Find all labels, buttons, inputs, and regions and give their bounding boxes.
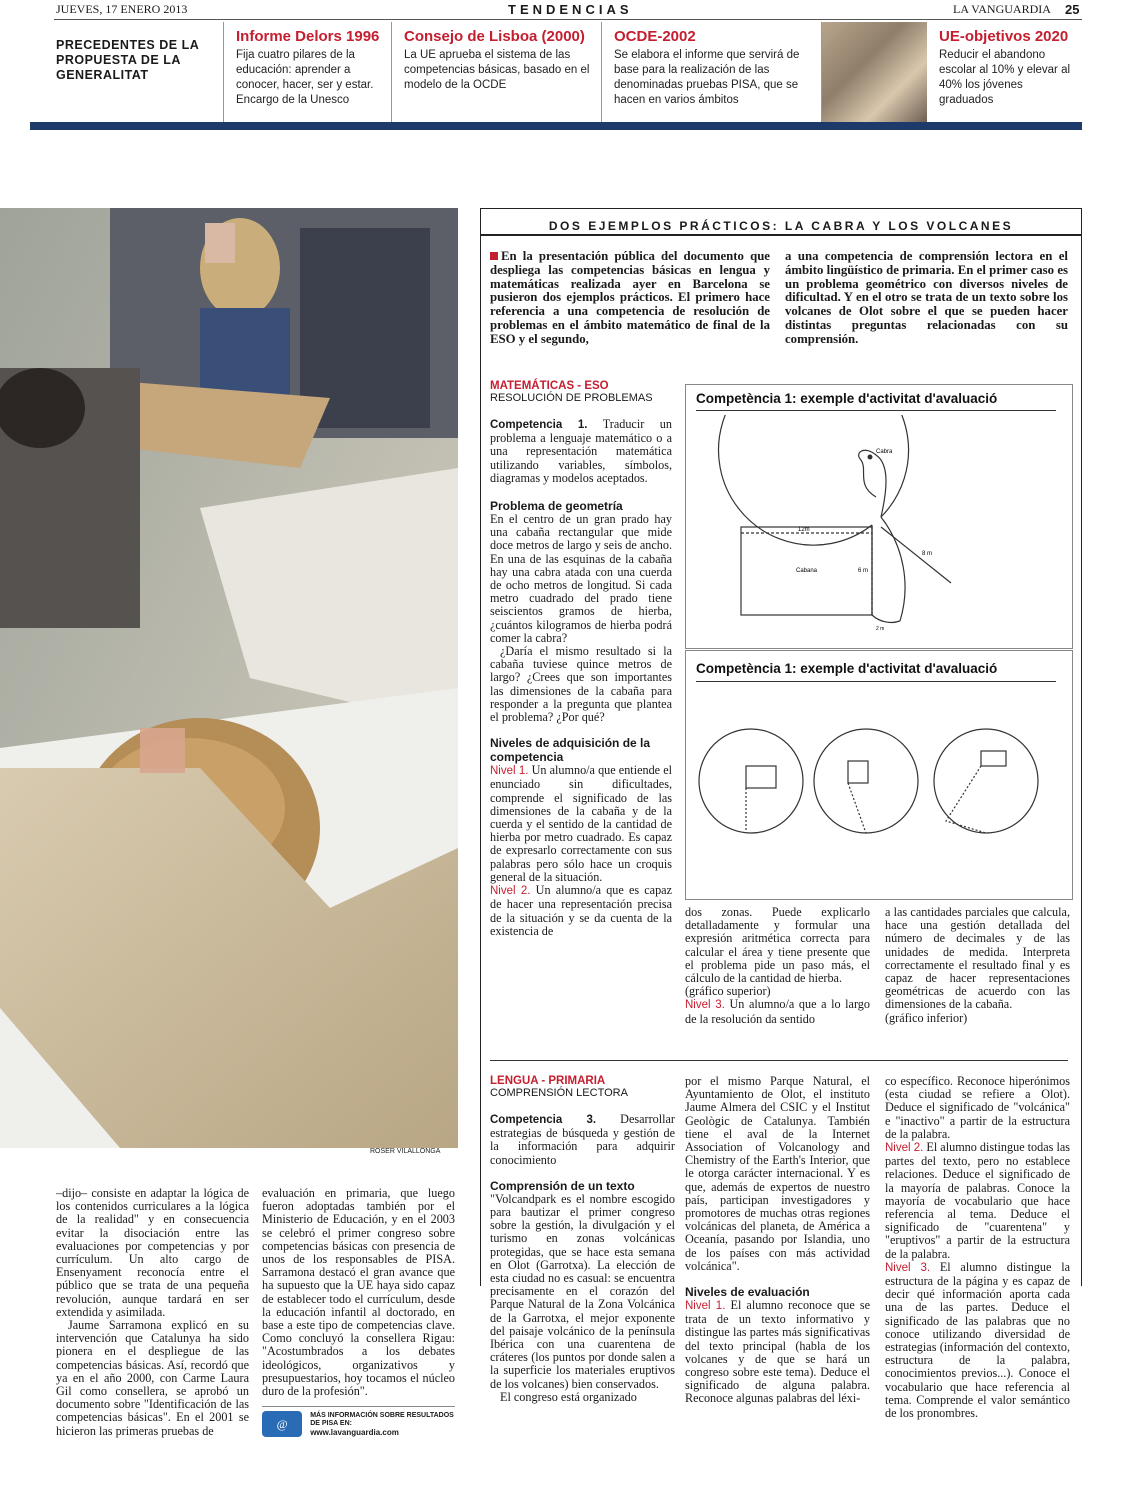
hut-label: Cabana (796, 568, 818, 574)
figure-rule (696, 410, 1056, 411)
eval-level-3 (885, 1261, 1070, 1420)
competence-text: Desarrollar estrategias de búsqueda y gestión de la información para adquirir conocimiento (490, 1112, 675, 1167)
goat-label: Cabra (876, 449, 893, 455)
box-right-border (1081, 236, 1082, 1286)
lang-sublabel: COMPRENSIÓN LECTORA (490, 1087, 628, 1099)
figure-rule (696, 681, 1056, 682)
text-heading: Comprensión de un texto (490, 1178, 635, 1193)
timeline (54, 22, 1082, 122)
timeline-item (224, 22, 392, 122)
timeline-lead: PRECEDENTES DE LA PROPUESTA DE LA GENERALITAT (56, 38, 199, 82)
timeline-item-title: Consejo de Lisboa (2000) (404, 28, 585, 45)
web-logo-icon: @ (262, 1411, 302, 1437)
rope-label: 8 m (922, 551, 933, 557)
box-header (480, 208, 1082, 236)
lang-competence (490, 1113, 675, 1167)
header-section: TENDENCIAS (508, 2, 633, 17)
box-intro-col2: a una competencia de comprensión lectora en el ámbito lingüístico de primaria. En el primer caso es un problema geométrico con diversos niveles de dificultad. Y en el otro se trata de un texto sobre los volcanes de Olot sobre el que se pueden hacer distintas preguntas relacionadas con su comprensión. (785, 249, 1068, 346)
competence-text: Traducir un problema a lenguaje matemático o a una representación matemática utilizando variables, símbolos, diagramas y modelos aceptados. (490, 417, 672, 485)
timeline-item-title: Informe Delors 1996 (236, 28, 380, 45)
math-col3-text: a las cantidades parciales que calcula, hace una gestión detallada del número de decimales y de las unidades de medida. Interpreta correctamente el resultado final y es capaz de hacer representaciones geométricas de acuerdo con las dimensiones de la cabaña. (885, 905, 1070, 1012)
more-info-label: MÁS INFORMACIÓN SOBRE RESULTADOS DE PISA EN: (310, 1411, 454, 1427)
math-col3-ref: (gráfico inferior) (885, 1010, 968, 1025)
competence-label: Competencia 1. (490, 419, 588, 431)
volcano-text: "Volcandpark es el nombre escogido para bautizar el primer congreso sobre la gestión, la divulgación y el turismo en zonas volcánicas protegidas, que se hace esta semana en Olot (Garrotxa). La elección de esta ciudad no es casual: se encuentra precisamente en el corazón del Parque Natural de la Zona Volcánica de la Garrotxa, el mejor exponente del paisaje volcánico de la península Ibérica con una cuarentena de cráteres (los puntos por donde salen a la superficie los materiales eruptivos de los volcanes) bien conservados. (490, 1191, 675, 1391)
goat-diagram (686, 415, 1072, 647)
header-rule (54, 19, 1082, 20)
box-title: DOS EJEMPLOS PRÁCTICOS: LA CABRA Y LOS VOLCANES (548, 219, 1014, 233)
timeline-lead-cell (54, 22, 224, 122)
header-paper: LA VANGUARDIA (953, 2, 1051, 16)
volcano-text-2: El congreso está organizado (500, 1389, 637, 1404)
more-info (262, 1406, 455, 1437)
eval-level-2-text: El alumno distingue todas las partes del texto, pero no establece relaciones. Deduce el significado de la mayoría de palabras. Conoce la mayoría de vocabulario que hace referencia al tema. Deduce el significado de "cuarentena" y "eruptivos" a partir de la estructura de la palabra. (885, 1140, 1070, 1261)
box-left-border (480, 236, 481, 1286)
article-col1 (56, 1187, 249, 1438)
eval-level-2-label: Nivel 2. (885, 1142, 924, 1155)
timeline-bar (30, 122, 1082, 130)
more-info-link[interactable]: www.lavanguardia.com (310, 1427, 399, 1437)
eval-level-1 (685, 1299, 870, 1406)
math-col2 (685, 906, 870, 1026)
lang-col3 (885, 1075, 1070, 1420)
lang-col2-text: por el mismo Parque Natural, el Ayuntamiento de Olot, el instituto Jaume Almera del CSIC y el Institut Geològic de Catalunya. También tiene el aval de la Internet Association of Volcanology and Chemistry of the Earth's Interior, que le otorga carácter internacional. Y es que, además de expertos de nuestro país, participan investigadores y promotores de muchas otras regiones volcánicas del planeta, de América a Oceanía, pasando por Islandia, uno de los países con más actividad volcánica". (685, 1074, 870, 1273)
level-1-text: Un alumno/a que entiende el enunciado sin dificultades, comprende el significado de las dimensiones de la cabaña y de la cuerda y el sentido de la cantidad de hierba por metro cuadrado. Es capaz de expresarlo correctamente con sus palabras pero sólo hace un croquis general de la situación. (490, 763, 673, 884)
eval-level-2 (885, 1141, 1070, 1261)
lang-col1 (490, 1075, 675, 1404)
figure-goat-upper (685, 384, 1073, 649)
small-label: 2 m (876, 626, 885, 632)
figure-title: Competència 1: exemple d'activitat d'avaluació (696, 391, 998, 406)
lang-label: LENGUA - PRIMARIA (490, 1075, 606, 1087)
timeline-item-title: OCDE-2002 (614, 28, 696, 45)
level-2 (490, 884, 672, 938)
timeline-photo (822, 22, 927, 122)
competence-label: Competencia 3. (490, 1114, 597, 1126)
level-3 (685, 998, 870, 1025)
math-col3 (885, 906, 1070, 1025)
timeline-item-title: UE-objetivos 2020 (939, 28, 1069, 45)
lang-col3-text: co específico. Reconoce hiperónimos (esta ciudad se refiere a Olot). Deduce el significado de "volcánica" e "inactivo" a partir de la estructura de la palabra. (885, 1074, 1070, 1141)
timeline-item-text: Se elabora el informe que servirá de base para la realización de las denominadas pruebas PISA, que se hacen en varios ámbitos (614, 49, 800, 106)
math-competence (490, 418, 672, 485)
timeline-item-text: Fija cuatro pilares de la educación: aprender a conocer, hacer, ser y estar. Encargo de la Unesco (236, 49, 374, 106)
level-3-label: Nivel 3. (685, 999, 725, 1012)
level-2-text: Un alumno/a que es capaz de hacer una representación precisa de la situación y se da cuenta de la existencia de (490, 883, 673, 938)
geometry-text: En el centro de un gran prado hay una cabaña rectangular que mide doce metros de largo y seis de ancho. En una de las esquinas de la cabaña hay una cabra atada con una cuerda de ocho metros de longitud. Si cada metro cuadrado del prado tiene seiscientos gramos de hierba, ¿cuántos kilogramos de hierba podrá comer la cabra? (490, 512, 672, 645)
article-col2-text: evaluación en primaria, que luego fueron adoptadas también por el Ministerio de Educación, y en el 2003 se celebró el primer congreso sobre competencias básicas con presencia de unos de los responsables de PISA. Sarramona destacó el gran avance que ha supuesto que la UE haya sido capaz de establecer todo el currículum, desde la educación infantil al doctorado, en base a este tipo de competencias clave. Como concluyó la consellera Rigau: "Acostumbrados a los debates ideológicos, organizativos y presupuestarios, hoy tocamos el núcleo duro de la profesión". (262, 1186, 455, 1399)
classroom-photo (0, 208, 458, 1148)
section-divider (490, 1060, 1068, 1061)
examples-box (480, 208, 1082, 1500)
bullet-icon (490, 252, 498, 260)
math-section (490, 380, 672, 938)
photo-credit: ROSER VILALLONGA (370, 1148, 441, 1155)
math-label: MATEMÁTICAS - ESO (490, 380, 609, 392)
math-sublabel: RESOLUCIÓN DE PROBLEMAS (490, 392, 653, 404)
geometry-heading: Problema de geometría (490, 499, 623, 514)
article-col1-text: –dijo– consiste en adaptar la lógica de los contenidos curriculares a la lógica de la realidad" y en consecuencia evitar la disociación entre las evaluaciones por competencias y por currículum. Un alto cargo de Ensenyament reconocía entre el público que se trata de una pequeña revolución, aunque tardará en ser extendida y asimilada. (56, 1186, 249, 1319)
header-date: JUEVES, 17 ENERO 2013 (56, 2, 188, 16)
timeline-item-text: La UE aprueba el sistema de las competencias básicas, basado en el modelo de la OCDE (404, 49, 590, 91)
levels-heading: Niveles de adquisición de la competencia (490, 736, 651, 765)
level-3-text: Un alumno/a que a lo largo de la resolución da sentido (685, 997, 870, 1026)
box-intro-col1 (490, 250, 770, 347)
photo-illustration (0, 208, 458, 1148)
timeline-item (602, 22, 822, 122)
timeline-item (392, 22, 602, 122)
geometry-text-2: ¿Daría el mismo resultado si la cabaña tuviese quince metros de largo? ¿Crees que son importantes las dimensiones de la cabaña para responder a la pregunta que plantea el problema? ¿Por qué? (490, 644, 672, 725)
intro-text: En la presentación pública del documento que despliega las competencias básicas en lengua y matemáticas realizada ayer en Barcelona se pusieron dos ejemplos prácticos. El primero hace referencia a una competencia de resolución de problemas en el ámbito matemático de final de la ESO y el segundo, (490, 249, 770, 346)
eval-level-1-text: El alumno reconoce que se trata de un texto informativo y distingue las partes más significativas del texto principal (habla de los volcanes y de que se hará un congreso sobre este tema). Deduce el significado de alguna palabra. Reconoce algunas palabras del léxi- (685, 1298, 870, 1406)
level-2-label: Nivel 2. (490, 885, 531, 898)
article-col2 (262, 1187, 455, 1437)
figure-goat-lower (685, 650, 1073, 900)
timeline-item (927, 22, 1082, 122)
width-label: 6 m (858, 568, 869, 574)
three-circles-diagram (686, 711, 1072, 891)
eval-level-3-text: El alumno distingue la estructura de la página y es capaz de decir qué información aporta cada una de las partes. Deduce el significado de las palabras que no conoce utilizando diversidad de estrategias (información del contexto, estructura de la palabra, conocimientos previos...). Conoce el vocabulario que hace referencia al tema. Comprende el valor semántico de los pronombres. (885, 1259, 1070, 1421)
lang-col2 (685, 1075, 870, 1406)
level-1-label: Nivel 1. (490, 765, 529, 778)
timeline-item-text: Reducir el abandono escolar al 10% y elevar al 40% los jóvenes graduados (939, 49, 1071, 106)
eval-level-3-label: Nivel 3. (885, 1261, 931, 1274)
math-col2-ref: (gráfico superior) (685, 984, 771, 999)
header-page-number: 25 (1065, 2, 1080, 17)
level-1 (490, 764, 672, 884)
article-col1-text-2: Jaume Sarramona explicó en su intervención que Catalunya ha sido pionera en el despliegue de las competencias básicas. Así, recordó que ya en el año 2000, con Carme Laura Gil como consellera, se aprobó un documento sobre "Identificación de las competencias básicas". En el 2001 se hicieron las primeras pruebas de (56, 1318, 249, 1438)
length-label: 12m (798, 527, 810, 533)
eval-level-1-label: Nivel 1. (685, 1300, 726, 1313)
eval-heading: Niveles de evaluación (685, 1285, 810, 1300)
figure-title: Competència 1: exemple d'activitat d'avaluació (696, 661, 998, 676)
page-header (0, 0, 1138, 20)
math-col2-text: dos zonas. Puede explicarlo detalladamente y formular una expresión aritmética correcta para calcular el área y tiene presente que el problema pide un paso más, el cálculo de la cantidad de hierba. (685, 905, 870, 986)
